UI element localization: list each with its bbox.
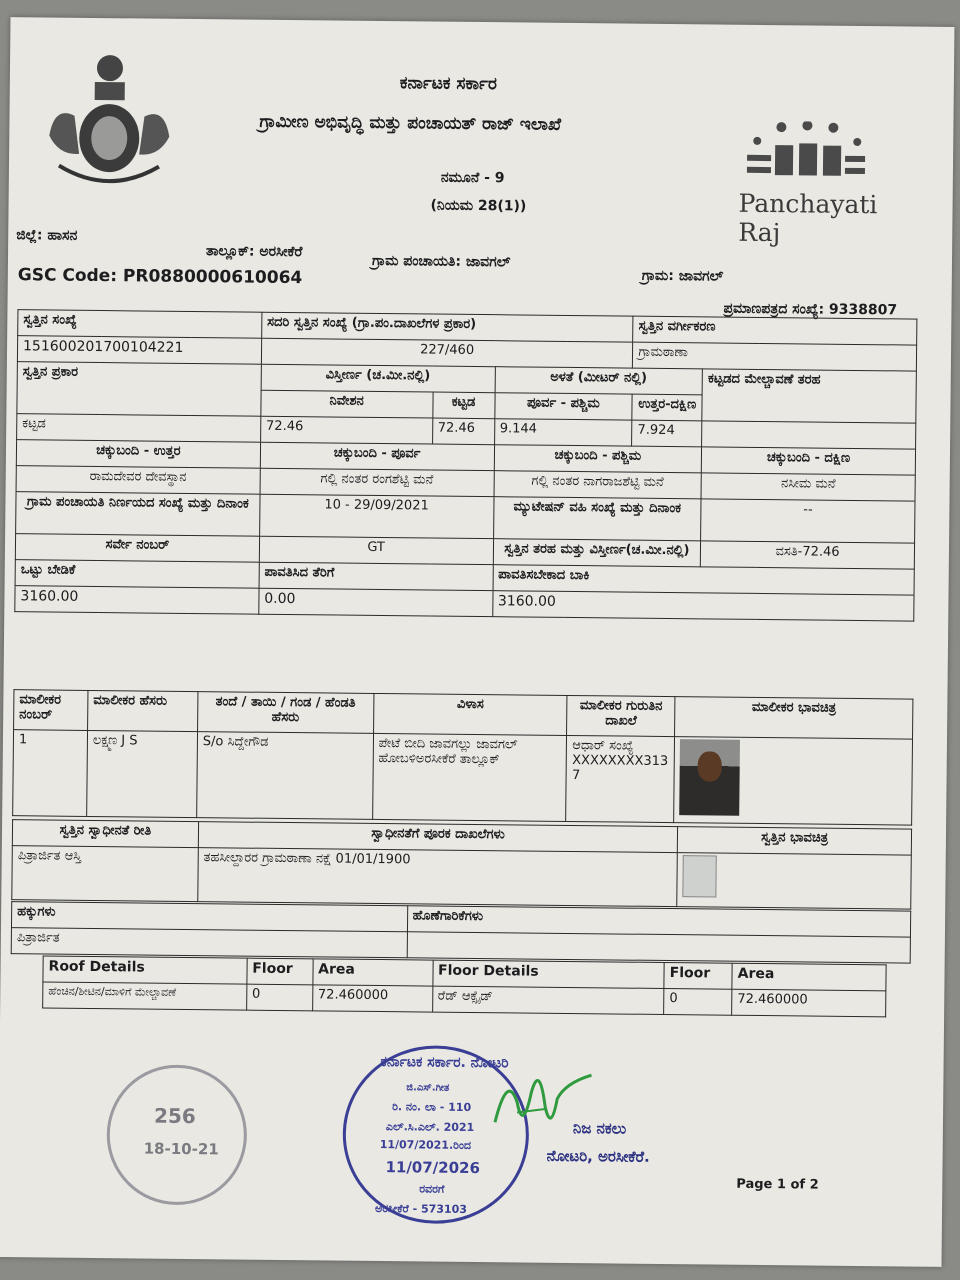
- type-area: ವಸತಿ-72.46: [701, 541, 915, 569]
- rights: ಪಿತ್ರಾರ್ಜಿತ: [11, 928, 407, 958]
- ref-number: 227/460: [261, 338, 633, 368]
- owner-name: ಲಕ್ಷ್ಮಣ J S: [87, 730, 198, 817]
- floor-area: 72.460000: [732, 989, 886, 1017]
- header-boundary-north: ಚಕ್ಕುಬಂದಿ - ಉತ್ತರ: [16, 440, 260, 469]
- header-gp-resolution: ಗ್ರಾಮ ಪಂಚಾಯತಿ ನಿರ್ಣಯದ ಸಂಖ್ಯೆ ಮತ್ತು ದಿನಾಂಕ: [16, 492, 260, 537]
- header-total-demand: ಒಟ್ಟು ಬೇಡಿಕೆ: [15, 560, 259, 589]
- owner-address: ಪೇಟೆ ಬೀದಿ ಜಾವಗಲ್ಲು ಜಾವಗಲ್ ಹೋಬಳಿಅರಸೀಕೆರೆ ತಾಲ್ಲೂಕ್: [372, 733, 567, 821]
- header-liabilities: ಹೊಣೆಗಾರಿಕೆಗಳು: [407, 906, 911, 937]
- gsc-code: GSC Code: PR0880000610064: [17, 265, 303, 289]
- header-north-south: ಉತ್ತರ-ದಕ್ಷಿಣ: [632, 394, 702, 421]
- stamp-from: 11/07/2021.ರಿಂದ: [379, 1138, 472, 1152]
- header-property-no: ಸ್ವತ್ತಿನ ಸಂಖ್ಯೆ: [18, 310, 262, 339]
- floor-type: ರೆಡ್ ಆಕ್ಸೈಡ್: [432, 986, 664, 1014]
- owner-photo: [679, 739, 740, 816]
- roof-type: ಹೆಂಚಿನ/ಶೀಟಿನ/ಮಾಳಿಗೆ ಮೇಲ್ಚಾವಣೆ: [43, 982, 247, 1010]
- header-boundary-west: ಚಕ್ಕುಬಂದಿ - ಪಶ್ಚಿಮ: [494, 445, 702, 473]
- header-possession-method: ಸ್ವತ್ತಿನ ಸ್ವಾಧೀನತೆ ರೀತಿ: [12, 820, 198, 848]
- form-rule: (ನಿಯಮ 28(1)): [430, 197, 527, 215]
- north-south: 7.924: [632, 420, 702, 447]
- header-boundary-east: ಚಕ್ಕುಬಂದಿ - ಪೂರ್ವ: [260, 442, 494, 470]
- owner-table: [12, 689, 913, 825]
- gram-panchayat: ಗ್ರಾಮ ಪಂಚಾಯತಿ: ಜಾವಗಲ್: [371, 252, 511, 271]
- document-page: [0, 17, 954, 1267]
- header-survey-no: ಸರ್ವೇ ನಂಬರ್: [15, 534, 259, 563]
- possession-table: [11, 819, 912, 909]
- site-area: 72.46: [260, 416, 432, 444]
- header-government: ಕರ್ನಾಟಕ ಸರ್ಕಾರ: [399, 73, 498, 95]
- tax-paid: 0.00: [259, 588, 493, 616]
- total-demand: 3160.00: [15, 586, 259, 615]
- header-site: ನಿವೇಶನ: [261, 390, 433, 418]
- header-balance: ಪಾವತಿಸಬೇಕಾದ ಬಾಕಿ: [493, 565, 915, 595]
- survey-no: GT: [259, 536, 493, 564]
- stamp-ll: ಎಲ್.ಸಿ.ಎಲ್. 2021: [385, 1120, 475, 1135]
- village: ಗ್ರಾಮ: ಜಾವಗಲ್: [641, 267, 724, 285]
- header-owner-no: ಮಾಲೀಕರ ನಂಬರ್: [14, 690, 88, 731]
- building-area: 72.46: [432, 418, 494, 445]
- stamp-top-text: ಕರ್ನಾಟಕ ಸರ್ಕಾರ. ನೋಟರಿ: [380, 1054, 509, 1072]
- district: ಜಿಲ್ಲೆ: ಹಾಸನ: [16, 227, 78, 244]
- floor-table: [42, 955, 887, 1017]
- taluk: ತಾಲ್ಲೂಕ್: ಅರಸೀಕೆರೆ: [205, 243, 303, 261]
- property-number: 151600201700104221: [17, 336, 261, 365]
- classification: ಗ್ರಾಮಠಾಣಾ: [633, 342, 917, 371]
- header-building: ಕಟ್ಟಡ: [432, 392, 494, 419]
- header-floor-no: Floor: [664, 962, 732, 989]
- mutation: --: [701, 499, 915, 543]
- owner-id-type: ಆಧಾರ್ ಸಂಖ್ಯೆ: [572, 738, 634, 754]
- header-roof-type: ಕಟ್ಟಡದ ಮೇಲ್ಚಾವಣೆ ತರಹ: [702, 369, 916, 423]
- boundary-north: ರಾಮದೇವರ ದೇವಸ್ಥಾನ: [16, 466, 260, 495]
- liabilities: [407, 932, 911, 963]
- people-icon: [739, 121, 870, 182]
- header-owner-id: ಮಾಲೀಕರ ಗುರುತಿನ ದಾಖಲೆ: [567, 695, 675, 736]
- property-photo: [683, 855, 717, 897]
- header-classification: ಸ್ವತ್ತಿನ ವರ್ಗೀಕರಣ: [633, 316, 917, 345]
- owner-no: 1: [13, 730, 88, 817]
- east-west: 9.144: [494, 419, 632, 446]
- property-table: [14, 309, 917, 621]
- boundary-west: ಗಲ್ಲಿ ನಂತರ ನಾಗರಾಜಶೆಟ್ಟಿ ಮನೆ: [494, 471, 702, 499]
- office-seal: [106, 1064, 247, 1205]
- header-roof-floor: Floor: [247, 958, 313, 985]
- owner-id: [566, 735, 675, 822]
- stamp-to: 11/07/2026: [385, 1158, 481, 1178]
- form-number: ನಮೂನೆ - 9: [440, 169, 505, 187]
- floor-no: 0: [664, 988, 732, 1015]
- property-type: ಕಟ್ಟಡ: [17, 414, 261, 443]
- balance: 3160.00: [492, 591, 914, 621]
- header-floor-area: Area: [732, 963, 886, 991]
- boundary-south: ನಸೀಮ ಮನೆ: [701, 473, 915, 501]
- owner-id-number: XXXXXXXX3137: [571, 753, 669, 784]
- notary-place: ನೋಟರಿ, ಅರಸೀಕೆರೆ.: [546, 1146, 650, 1166]
- gp-resolution: 10 - 29/09/2021: [259, 494, 493, 538]
- stamp-reg: ರಿ. ನಂ. ಲಾ - 110: [392, 1100, 472, 1114]
- owner-relation: S/o ಸಿದ್ದೇಗೌಡ: [196, 732, 373, 820]
- property-photo-cell: [677, 853, 911, 909]
- header-mutation: ಮ್ಯುಟೇಷನ್ ವಹಿ ಸಂಖ್ಯೆ ಮತ್ತು ದಿನಾಂಕ: [493, 497, 701, 541]
- header-rights: ಹಕ್ಕುಗಳು: [11, 902, 407, 932]
- header-floor-details: Floor Details: [432, 960, 664, 988]
- header-area: ವಿಸ್ತೀರ್ಣ (ಚ.ಮೀ.ನಲ್ಲಿ): [261, 364, 495, 392]
- possession-docs: ತಹಸೀಲ್ದಾರರ ಗ್ರಾಮಠಾಣಾ ನಕ್ಷೆ 01/01/1900: [198, 848, 678, 907]
- header-roof-details: Roof Details: [43, 956, 247, 984]
- stamp-name: ಜಿ.ಎಸ್.ಗೀತ: [406, 1082, 450, 1094]
- panchayati-raj-text: Panchayati Raj: [738, 188, 878, 248]
- header-property-type: ಸ್ವತ್ತಿನ ಪ್ರಕಾರ: [17, 362, 261, 417]
- header-relation: ತಂದೆ / ತಾಯಿ / ಗಂಡ / ಹೆಂಡತಿ ಹೆಸರು: [197, 692, 373, 734]
- header-roof-area: Area: [313, 959, 433, 986]
- rights-table: [11, 901, 912, 963]
- header-dimension: ಅಳತೆ (ಮೀಟರ್ ನಲ್ಲಿ): [495, 367, 703, 395]
- notary-true-copy: ನಿಜ ನಕಲು: [572, 1119, 627, 1138]
- header-address: ವಿಳಾಸ: [373, 693, 567, 735]
- header-ref-no: ಸದರಿ ಸ್ವತ್ತಿನ ಸಂಖ್ಯೆ (ಗ್ರಾ.ಪಂ.ದಾಖಲೆಗಳ ಪ್ರಕಾರ): [261, 312, 633, 342]
- header-property-photo: ಸ್ವತ್ತಿನ ಭಾವಚಿತ್ರ: [678, 827, 912, 855]
- certificate-number: ಪ್ರಮಾಣಪತ್ರದ ಸಂಖ್ಯೆ: 9338807: [723, 300, 898, 319]
- boundary-east: ಗಲ್ಲಿ ನಂತರ ರಂಗಶೆಟ್ಟಿ ಮನೆ: [260, 468, 494, 496]
- header-tax-paid: ಪಾವತಿಸಿದ ತೆರಿಗೆ: [259, 562, 493, 590]
- roof-area: 72.460000: [312, 985, 432, 1012]
- roof-floor: 0: [246, 984, 312, 1011]
- karnataka-emblem-icon: [29, 45, 191, 197]
- stamp-until: ರವರಗೆ: [419, 1182, 445, 1196]
- owner-photo-cell: [674, 737, 913, 825]
- page-number: Page 1 of 2: [736, 1176, 819, 1193]
- header-possession-docs: ಸ್ವಾಧೀನತೆಗೆ ಪೂರಕ ದಾಖಲೆಗಳು: [198, 822, 678, 853]
- header-boundary-south: ಚಕ್ಕುಬಂದಿ - ದಕ್ಷಿಣ: [702, 447, 916, 475]
- header-east-west: ಪೂರ್ವ - ಪಶ್ಚಿಮ: [494, 393, 632, 420]
- possession-method: ಪಿತ್ರಾರ್ಜಿತ ಆಸ್ತಿ: [12, 846, 198, 902]
- stamp-bottom-text: ಅರಸೀಕೆರೆ - 573103: [374, 1201, 468, 1216]
- panchayati-raj-logo: [738, 121, 879, 248]
- header-department: ಗ್ರಾಮೀಣ ಅಭಿವೃದ್ಧಿ ಮತ್ತು ಪಂಚಾಯತ್ ರಾಜ್ ಇಲಾಖೆ: [259, 111, 562, 135]
- header-type-area: ಸ್ವತ್ತಿನ ತರಹ ಮತ್ತು ವಿಸ್ತೀರ್ಣ(ಚ.ಮೀ.ನಲ್ಲಿ): [493, 539, 701, 567]
- header-owner-name: ಮಾಲೀಕರ ಹೆಸರು: [88, 690, 198, 731]
- seal-number: 256: [153, 1103, 196, 1129]
- seal-date: 18-10-21: [143, 1139, 219, 1159]
- roof-type-value: [702, 421, 916, 449]
- header-owner-photo: ಮಾಲೀಕರ ಭಾವಚಿತ್ರ: [675, 697, 913, 739]
